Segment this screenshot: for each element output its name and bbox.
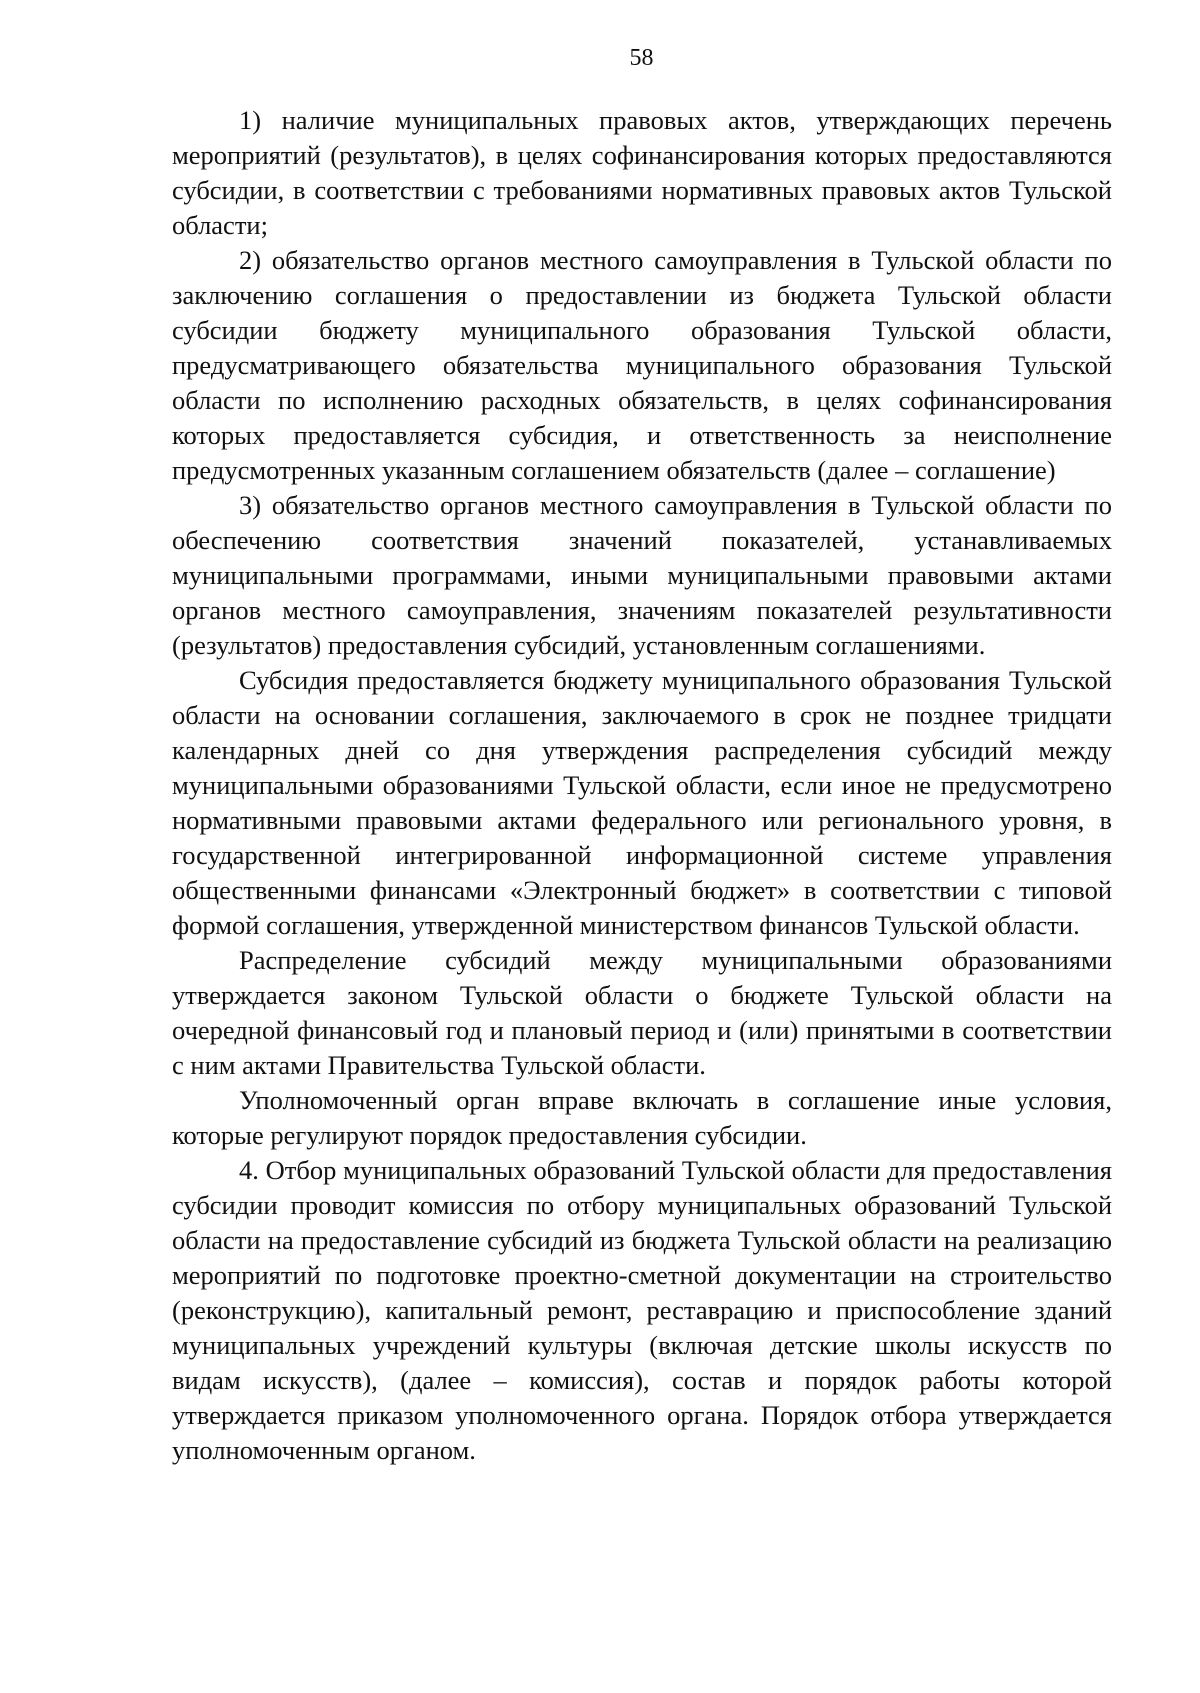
- document-body: [172, 103, 1112, 1468]
- page-number: 58: [629, 45, 654, 71]
- paragraph-selection-commission: 4. Отбор муниципальных образований Тульской области для предоставления субсидии проводит комиссия по отбору муниципальных образований Тульской области на предоставление субсидий из бюджета Тульской области на реализацию мероприятий по подготовке проектно-сметной документации на строительство (реконструкцию), капитальный ремонт, реставрацию и приспособление зданий муниципальных учреждений культуры (включая детские школы искусств по видам искусств), (далее – комиссия), состав и порядок работы которой утверждается приказом уполномоченного органа. Порядок отбора утверждается уполномоченным органом.: [172, 1155, 1112, 1465]
- paragraph-item-2: 2) обязательство органов местного самоуправления в Тульской области по заключению соглашения о предоставлении из бюджета Тульской области субсидии бюджету муниципального образования Тульской области, предусматривающего обязательства муниципального образования Тульской области по исполнению расходных обязательств, в целях софинансирования которых предоставляется субсидия, и ответственность за неисполнение предусмотренных указанным соглашением обязательств (далее – соглашение): [172, 245, 1112, 485]
- paragraph-subsidy-agreement: Субсидия предоставляется бюджету муниципального образования Тульской области на основании соглашения, заключаемого в срок не позднее тридцати календарных дней со дня утверждения распределения субсидий между муниципальными образованиями Тульской области, если иное не предусмотрено нормативными правовыми актами федерального или регионального уровня, в государственной интегрированной информационной системе управления общественными финансами «Электронный бюджет» в соответствии с типовой формой соглашения, утвержденной министерством финансов Тульской области.: [172, 665, 1112, 940]
- paragraph-subsidy-distribution: Распределение субсидий между муниципальными образованиями утверждается законом Тульской области о бюджете Тульской области на очередной финансовый год и плановый период и (или) принятыми в соответствии с ним актами Правительства Тульской области.: [172, 945, 1112, 1080]
- paragraph-item-3: 3) обязательство органов местного самоуправления в Тульской области по обеспечению соответствия значений показателей, устанавливаемых муниципальными программами, иными муниципальными правовыми актами органов местного самоуправления, значениям показателей результативности (результатов) предоставления субсидий, установленным соглашениями.: [172, 490, 1112, 660]
- paragraph-item-1: 1) наличие муниципальных правовых актов, утверждающих перечень мероприятий (результатов), в целях софинансирования которых предоставляются субсидии, в соответствии с требованиями нормативных правовых актов Тульской области;: [172, 105, 1112, 240]
- paragraph-additional-conditions: Уполномоченный орган вправе включать в соглашение иные условия, которые регулируют порядок предоставления субсидии.: [172, 1085, 1112, 1150]
